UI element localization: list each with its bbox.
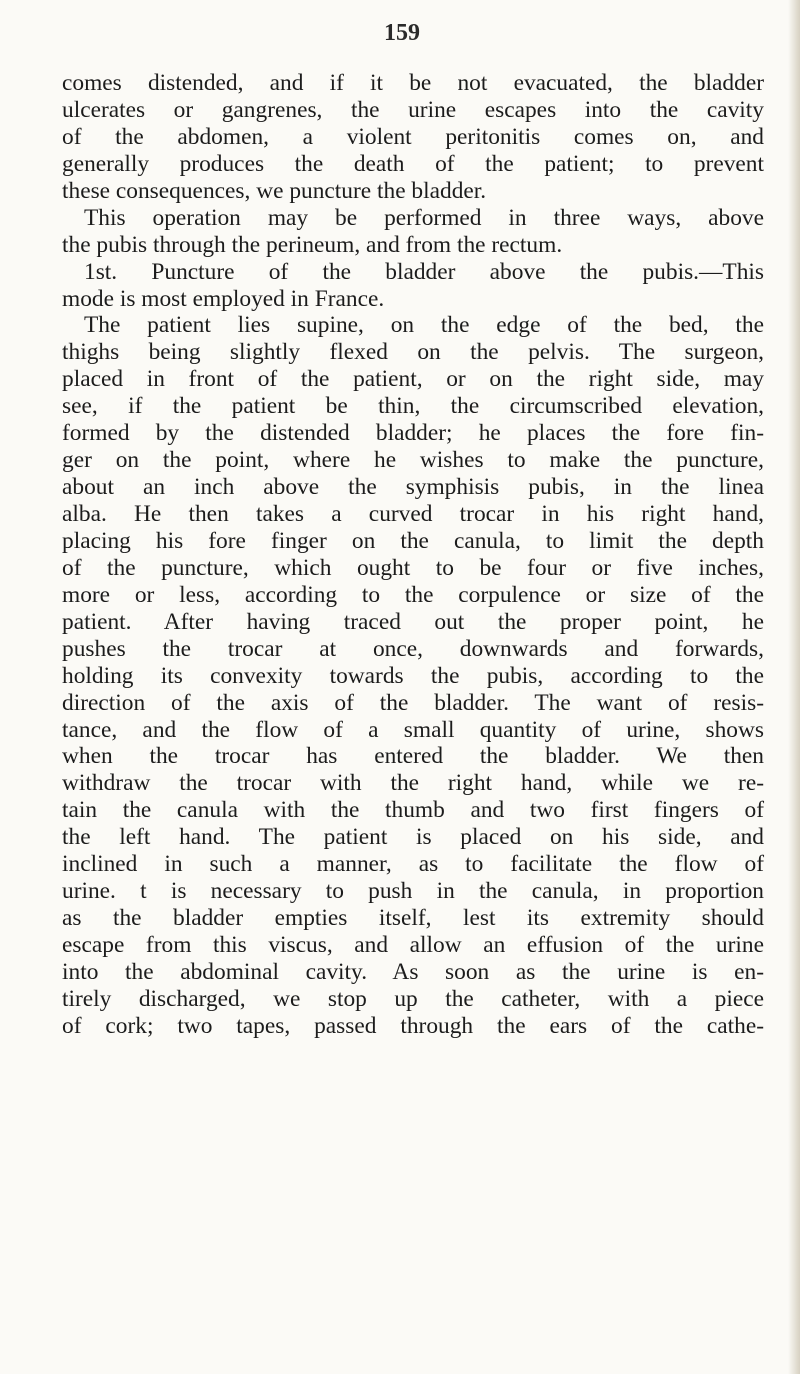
text-line: escape from this viscus, and allow an effusion of the urine: [62, 932, 764, 958]
text-line: 1st. Puncture of the bladder above the pubis.—This: [84, 258, 764, 285]
text-line: into the abdominal cavity. As soon as the urine is en-: [62, 958, 764, 985]
text-line: placing his fore finger on the canula, to limit the depth: [62, 527, 764, 554]
text-line: direction of the axis of the bladder. The want of resis-: [62, 689, 764, 716]
text-line: tance, and the flow of a small quantity of urine, shows: [62, 716, 764, 743]
text-line: the left hand. The patient is placed on his side, and: [62, 824, 764, 851]
text-line: The patient lies supine, on the edge of the bed, the: [84, 312, 764, 339]
text-line: of the puncture, which ought to be four or five inches,: [62, 554, 764, 581]
text-line: holding its convexity towards the pubis, according to the: [62, 662, 764, 689]
text-line: of cork; two tapes, passed through the ears of the cathe-: [62, 1012, 764, 1039]
page-edge-shadow: [788, 0, 800, 1374]
text-line: withdraw the trocar with the right hand, while we re-: [62, 770, 764, 797]
text-line: tirely discharged, we stop up the catheter, with a piece: [62, 985, 764, 1012]
text-line: ulcerates or gangrenes, the urine escapes into the cavity: [62, 96, 764, 123]
text-line: patient. After having traced out the proper point, he: [62, 608, 764, 635]
text-line: about an inch above the symphisis pubis, in the linea: [62, 474, 764, 501]
text-line: inclined in such a manner, as to facilitate the flow of: [62, 851, 764, 878]
text-line: more or less, according to the corpulence or size of the: [62, 581, 764, 608]
text-line: formed by the distended bladder; he places the fore fin-: [62, 420, 764, 447]
text-line: as the bladder empties itself, lest its extremity should: [62, 905, 764, 932]
text-line: urine. t is necessary to push in the canula, in proportion: [62, 878, 764, 905]
text-line: thighs being slightly flexed on the pelvis. The surgeon,: [62, 339, 764, 366]
text-line: pushes the trocar at once, downwards and forwards,: [62, 635, 764, 662]
text-line: of the abdomen, a violent peritonitis comes on, and: [62, 123, 764, 150]
text-line: ger on the point, where he wishes to make the puncture,: [62, 447, 764, 474]
page-number: 159: [384, 20, 420, 46]
text-line: tain the canula with the thumb and two first fingers of: [62, 797, 764, 824]
text-line: mode is most employed in France.: [62, 285, 385, 312]
text-line: comes distended, and if it be not evacuated, the bladder: [62, 70, 764, 96]
body-text: [62, 70, 764, 1040]
text-line: these consequences, we puncture the bladder.: [62, 177, 487, 204]
text-line: when the trocar has entered the bladder. We then: [62, 743, 764, 770]
text-line: see, if the patient be thin, the circumscribed elevation,: [62, 393, 764, 420]
text-line: the pubis through the perineum, and from the rectum.: [62, 231, 563, 258]
text-line: generally produces the death of the patient; to prevent: [62, 150, 764, 177]
text-line: This operation may be performed in three ways, above: [84, 204, 764, 231]
text-line: placed in front of the patient, or on the right side, may: [62, 366, 764, 393]
text-line: alba. He then takes a curved trocar in his right hand,: [62, 501, 764, 527]
